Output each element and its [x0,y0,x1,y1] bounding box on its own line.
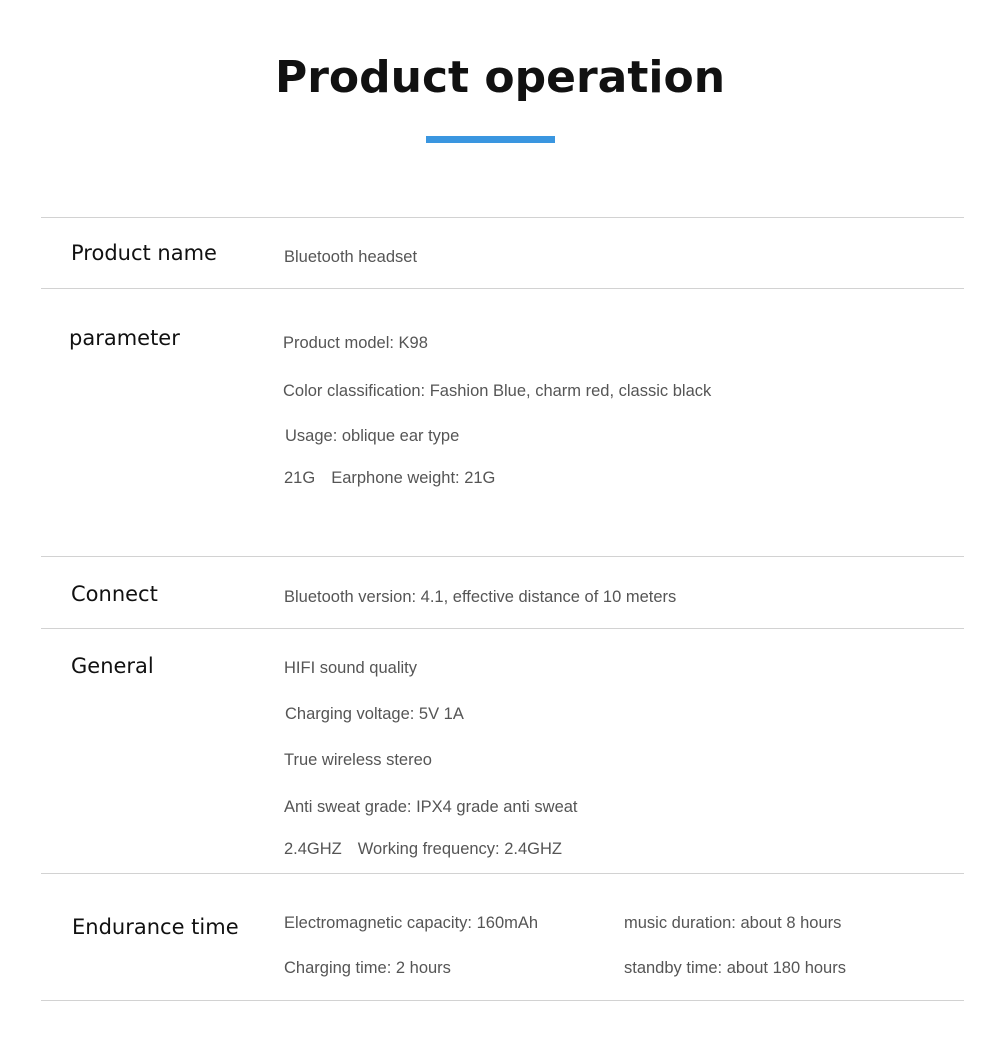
connect-label: Connect [71,582,158,606]
divider [41,873,964,874]
page-title: Product operation [274,52,726,103]
parameter-label: parameter [69,326,180,350]
color-classification-value: Color classification: Fashion Blue, charm red, classic black [283,382,712,400]
bluetooth-version-value: Bluetooth version: 4.1, effective distance of 10 meters [284,588,677,606]
product-model-value: Product model: K98 [283,334,428,352]
hifi-value: HIFI sound quality [284,659,417,677]
title-accent-bar [426,136,555,143]
usage-value: Usage: oblique ear type [285,427,460,445]
earphone-weight-value [284,469,495,488]
divider [41,217,964,218]
weight-tag: 21G [284,469,316,487]
true-wireless-value: True wireless stereo [284,751,432,769]
frequency-text: Working frequency: 2.4GHZ [357,840,562,858]
divider [41,1000,964,1001]
endurance-time-label: Endurance time [72,915,239,939]
charging-time-value: Charging time: 2 hours [284,959,451,977]
weight-text: Earphone weight: 21G [331,469,496,487]
product-name-value: Bluetooth headset [284,248,418,266]
working-frequency-value [284,840,562,859]
capacity-value: Electromagnetic capacity: 160mAh [284,914,539,932]
frequency-tag: 2.4GHZ [284,840,342,858]
anti-sweat-value: Anti sweat grade: IPX4 grade anti sweat [284,798,578,816]
divider [41,628,964,629]
divider [41,556,964,557]
general-label: General [71,654,154,678]
charging-voltage-value: Charging voltage: 5V 1A [285,705,464,723]
product-name-label: Product name [71,241,217,265]
divider [41,288,964,289]
standby-time-value: standby time: about 180 hours [624,959,846,977]
music-duration-value: music duration: about 8 hours [624,914,842,932]
